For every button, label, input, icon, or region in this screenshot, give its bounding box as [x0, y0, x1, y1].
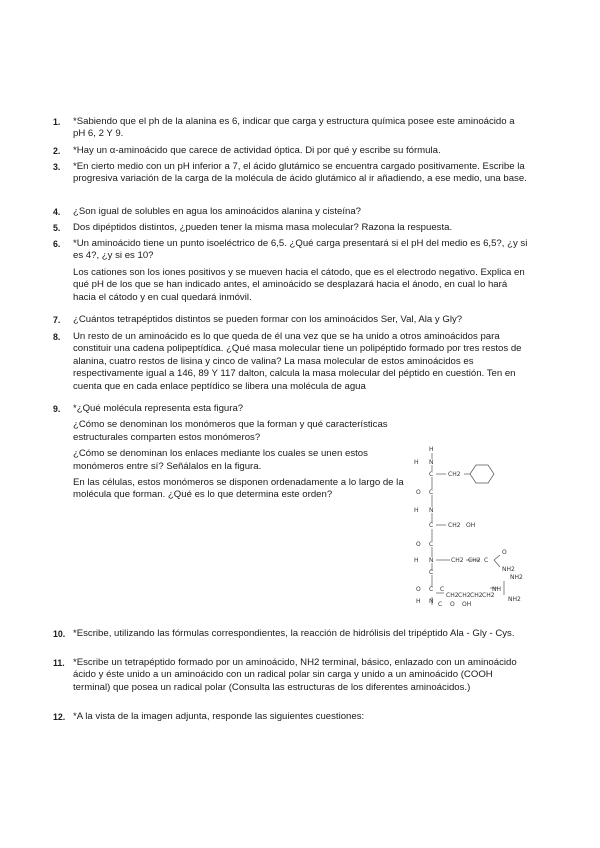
atom-label: C: [429, 471, 434, 478]
question-12: [53, 711, 529, 723]
atom-label: O: [450, 601, 455, 608]
atom-label: O: [502, 549, 507, 556]
atom-label: C: [438, 601, 443, 608]
atom-label: C: [484, 557, 489, 564]
atom-label: O: [416, 541, 421, 548]
atom-label: CH2: [446, 592, 459, 599]
question-text: ¿Son igual de solubles en agua los aminoácidos alanina y cisteína?: [73, 206, 361, 217]
atom-label: OH: [462, 601, 472, 608]
atom-label: C: [429, 569, 434, 576]
question-number: 7.: [53, 315, 61, 325]
atom-label: CH2: [451, 557, 464, 564]
question-2: [53, 145, 529, 157]
atom-label: N: [429, 598, 434, 605]
question-text: En las células, estos monómeros se disponen ordenadamente a lo largo de la molécula que forman. ¿Qué es lo que determina este orden?: [73, 477, 404, 501]
atom-label: CH2: [448, 522, 461, 529]
question-number: 2.: [53, 146, 61, 156]
question-5: [53, 222, 529, 234]
question-text: *A la vista de la imagen adjunta, responde las siguientes cuestiones:: [73, 711, 365, 722]
question-number: 8.: [53, 332, 61, 342]
atom-label: C: [429, 489, 434, 496]
question-number: 11.: [53, 658, 65, 668]
question-number: 9.: [53, 404, 61, 414]
question-number: 4.: [53, 207, 61, 217]
question-3: [53, 161, 529, 186]
question-4: [53, 206, 529, 218]
atom-label: C: [429, 586, 434, 593]
question-6: [53, 238, 529, 304]
atom-label: C: [429, 541, 434, 548]
atom-label: CH2: [482, 592, 495, 599]
question-number: 5.: [53, 223, 61, 233]
question-text: *En cierto medio con un pH inferior a 7, el ácido glutámico se encuentra cargado positivamente. Escribe la progresiva variación de la carga de la molécula de ácido glutámico al ir añadiendo, a ese medio, una base.: [73, 161, 527, 185]
atom-label: NH2: [502, 566, 515, 573]
atom-label: H: [414, 557, 419, 564]
atom-label: O: [416, 586, 421, 593]
atom-label: H: [416, 598, 421, 605]
question-text: Dos dipéptidos distintos, ¿pueden tener la misma masa molecular? Razona la respuesta.: [73, 222, 453, 233]
question-text: *Sabiendo que el ph de la alanina es 6, indicar que carga y estructura química posee este aminoácido a pH 6, 2 Y 9.: [73, 116, 515, 140]
question-11: [53, 657, 529, 694]
question-text: *¿Qué molécula representa esta figura?: [73, 403, 244, 414]
question-text: *Escribe, utilizando las fórmulas correspondientes, la reacción de hidrólisis del tripéptido Ala - Gly - Cys.: [73, 628, 515, 639]
atom-label: CH2: [468, 557, 481, 564]
question-text: Los cationes son los iones positivos y se mueven hacia el cátodo, que es el electrodo negativo. Explica en qué pH de los que se han indicado antes, el aminoácido se desplazará hacia el ánodo, en cual lo hará hacia el cátodo y en cual quedará inmóvil.: [73, 266, 525, 303]
atom-label: NH2: [508, 596, 521, 603]
atom-label: N: [429, 507, 434, 514]
atom-label: NH: [492, 586, 501, 593]
question-text: *Un aminoácido tiene un punto isoeléctrico de 6,5. ¿Qué carga presentará si el pH del medio es 6,5?, ¿y si es 4?, ¿y si es 10?: [73, 238, 528, 262]
atom-label: CH2: [448, 471, 461, 478]
peptide-structure-figure: [404, 443, 528, 608]
question-8: [53, 331, 529, 393]
question-text: ¿Cuántos tetrapéptidos distintos se pueden formar con los aminoácidos Ser, Val, Ala y Gly?: [73, 314, 463, 325]
atom-label: CH2: [470, 592, 483, 599]
atom-label: N: [429, 557, 434, 564]
atom-label: CH2: [458, 592, 471, 599]
question-text: ¿Cómo se denominan los monómeros que la forman y qué características estructurales comparten estos monómeros?: [73, 419, 388, 443]
atom-label: NH2: [510, 574, 523, 581]
question-number: 1.: [53, 117, 61, 127]
question-number: 12.: [53, 712, 66, 722]
question-10: [53, 628, 529, 640]
atom-label: OH: [466, 522, 476, 529]
question-text: Un resto de un aminoácido es lo que queda de él una vez que se ha unido a otros aminoácidos para constituir una cadena polipeptídica. ¿Qué masa molecular tiene un polipéptido formado por tres restos de alanina, cuatro restos de lisina y cinco de valina? La masa molecular de estos aminoácidos es respectivamente igual a 146, 89 Y 117 dalton, calcula la masa molecular del péptido en cuestión. Ten en cuenta que en cada enlace peptídico se libera una molécula de agua: [73, 331, 522, 392]
atom-label: N: [429, 459, 434, 466]
atom-label: O: [416, 489, 421, 496]
question-1: [53, 116, 529, 141]
question-number: 10.: [53, 629, 66, 639]
atom-label: H: [429, 446, 434, 453]
question-text: *Hay un α-aminoácido que carece de actividad óptica. Di por qué y escribe su fórmula.: [73, 145, 441, 156]
question-text: ¿Cómo se denominan los enlaces mediante los cuales se unen estos monómeros entre sí? Señálalos en la figura.: [73, 448, 368, 472]
atom-label: C: [429, 522, 434, 529]
atom-label: H: [414, 507, 419, 514]
question-7: [53, 314, 529, 326]
atom-label: H: [414, 459, 419, 466]
question-number: 6.: [53, 239, 61, 249]
peptide-structure-svg: [404, 443, 528, 608]
question-text: *Escribe un tetrapéptido formado por un aminoácido, NH2 terminal, básico, enlazado con un aminoácido ácido y éste unido a un aminoácido con un radical polar sin carga y unido a un aminoácido (COOH terminal) que posea un radical polar (Consulta las estructuras de los diferentes aminoácidos.): [73, 657, 517, 693]
question-9: [53, 403, 409, 502]
question-number: 3.: [53, 162, 61, 172]
atom-label: C: [440, 586, 445, 593]
